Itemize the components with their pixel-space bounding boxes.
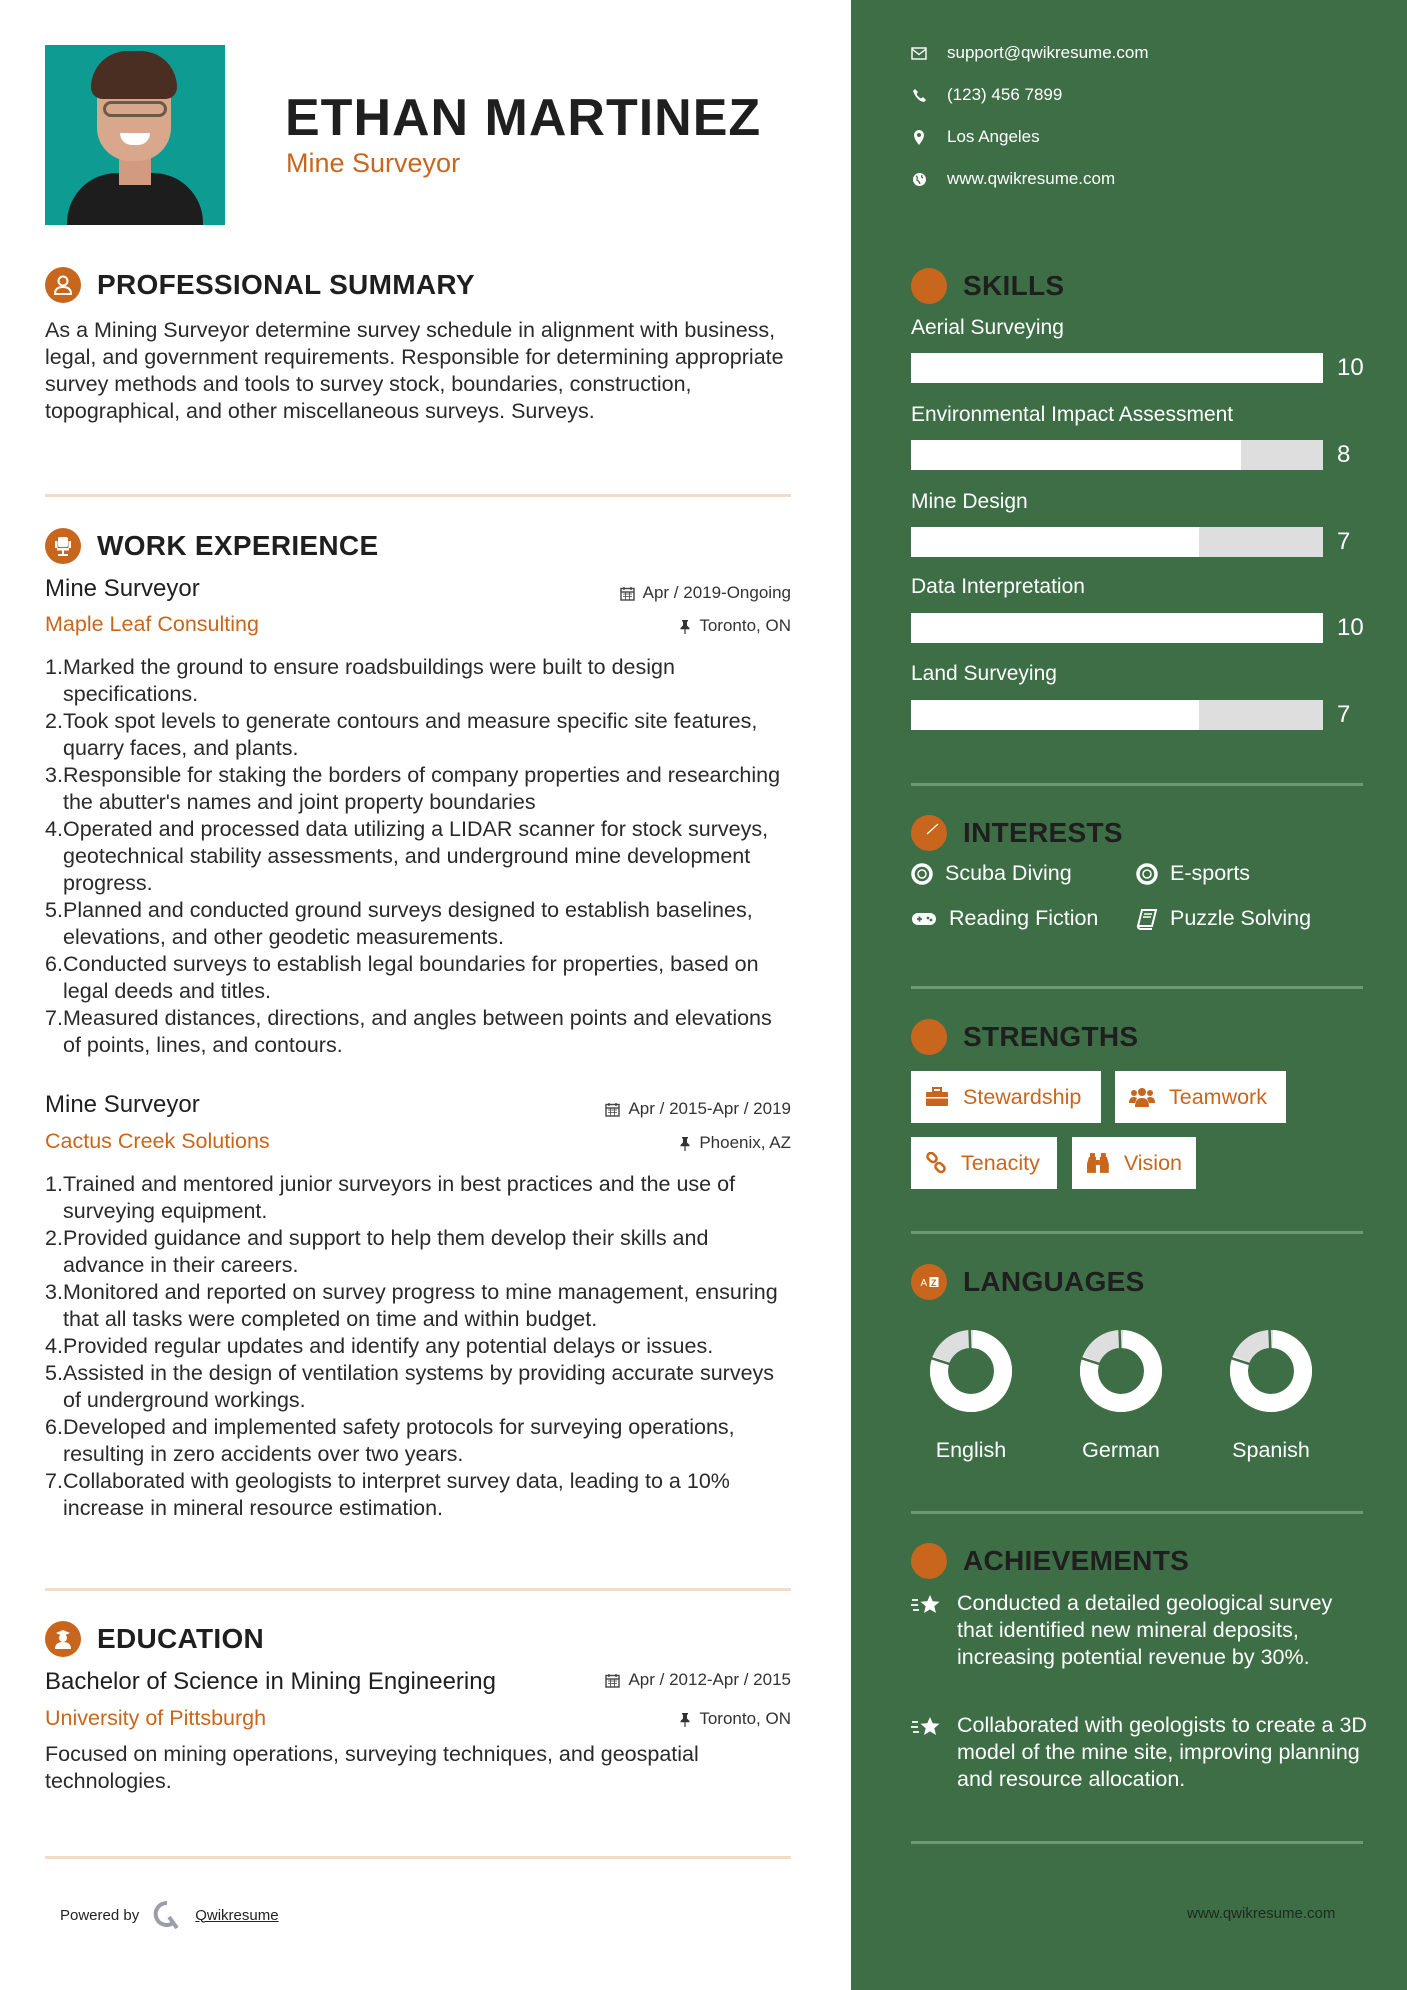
skill-value: 7	[1337, 528, 1351, 555]
section-divider	[911, 783, 1363, 786]
list-item: 4. Operated and processed data utilizing a LIDAR scanner for stock surveys, geotechnical stability assessments, and underground mine development progress.	[45, 817, 769, 895]
office-chair-icon	[45, 528, 81, 564]
shooting-star-icon	[911, 1712, 943, 1793]
section-divider	[911, 986, 1363, 989]
language-label: German	[1082, 1438, 1160, 1462]
language-proficiency-donut	[1229, 1329, 1313, 1413]
section-divider	[911, 1841, 1363, 1844]
job-location: Toronto, ON	[679, 616, 791, 636]
company-name: Maple Leaf Consulting	[45, 612, 259, 636]
shooting-star-icon	[911, 1543, 947, 1579]
calendar-icon	[620, 586, 635, 601]
language-proficiency-donut	[1079, 1329, 1163, 1413]
job-bullets	[45, 1171, 785, 1522]
job-bullets	[45, 654, 785, 1059]
skills-heading: SKILLS	[911, 268, 1064, 304]
profile-photo	[45, 45, 225, 225]
achievement-item: Collaborated with geologists to create a 3D model of the mine site, improving planning and resource allocation.	[911, 1712, 1371, 1793]
skill-name: Aerial Surveying	[911, 316, 1064, 339]
strength-badge: Tenacity	[911, 1137, 1057, 1189]
interest-item: Scuba Diving	[911, 861, 1072, 886]
life-ring-icon	[911, 863, 933, 885]
list-item: 6. Conducted surveys to establish legal boundaries for properties, based on legal deeds and titles.	[45, 952, 759, 1003]
users-icon	[1129, 1086, 1155, 1108]
skill-name: Land Surveying	[911, 662, 1057, 685]
pushpin-icon	[679, 1136, 691, 1151]
section-divider	[45, 1856, 791, 1859]
calendar-icon	[605, 1673, 620, 1688]
fist-icon	[911, 1019, 947, 1055]
link-icon	[925, 1152, 947, 1174]
list-item: 2. Provided guidance and support to help them develop their skills and advance in their careers.	[45, 1226, 709, 1277]
list-item: 6. Developed and implemented safety protocols for surveying operations, resulting in zero accidents over two years.	[45, 1415, 735, 1466]
summary-heading: PROFESSIONAL SUMMARY	[45, 267, 475, 303]
company-name: Cactus Creek Solutions	[45, 1129, 270, 1153]
contact-website[interactable]: www.qwikresume.com	[911, 169, 1115, 189]
section-divider	[911, 1511, 1363, 1514]
interests-heading: INTERESTS	[911, 815, 1123, 851]
education-heading: EDUCATION	[45, 1621, 264, 1657]
qwikresume-link[interactable]: Qwikresume	[195, 1906, 279, 1924]
svg-text:A: A	[920, 1278, 928, 1289]
briefcase-icon	[925, 1087, 949, 1107]
language-item	[1211, 1329, 1331, 1463]
school-name: University of Pittsburgh	[45, 1706, 267, 1730]
language-proficiency-donut	[929, 1329, 1013, 1413]
footer-website[interactable]: www.qwikresume.com	[1187, 1905, 1336, 1922]
strengths-heading: STRENGTHS	[911, 1019, 1138, 1055]
book-icon	[1136, 908, 1158, 930]
skill-value: 10	[1337, 354, 1364, 381]
strength-badge: Teamwork	[1115, 1071, 1286, 1123]
translate-icon	[911, 1264, 947, 1300]
powered-by: Powered by Qwikresume	[60, 1900, 279, 1930]
job-title: Mine Surveyor	[45, 575, 200, 602]
interest-item: E-sports	[1136, 861, 1250, 886]
language-item	[1061, 1329, 1181, 1463]
globe-icon	[911, 171, 927, 187]
paper-plane-icon	[911, 815, 947, 851]
experience-heading: WORK EXPERIENCE	[45, 528, 378, 564]
education-location: Toronto, ON	[679, 1709, 791, 1729]
language-item	[911, 1329, 1031, 1463]
list-item: 5. Planned and conducted ground surveys designed to establish baselines, elevations, and other geodetic measurements.	[45, 898, 753, 949]
degree: Bachelor of Science in Mining Engineering	[45, 1668, 496, 1695]
strength-badge: Stewardship	[911, 1071, 1101, 1123]
summary-text: As a Mining Surveyor determine survey schedule in alignment with business, legal, and government requirements. Responsible for determining appropriate survey methods and tools to survey stock, boundaries, construction, topographical, and other miscellaneous surveys. Surveys.	[45, 318, 784, 423]
education-dates: Apr / 2012-Apr / 2015	[605, 1670, 791, 1690]
section-divider	[911, 1231, 1363, 1234]
language-label: English	[935, 1438, 1007, 1462]
education-description: Focused on mining operations, surveying techniques, and geospatial technologies.	[45, 1742, 699, 1793]
contact-phone[interactable]: (123) 456 7899	[911, 85, 1062, 105]
skill-name: Data Interpretation	[911, 575, 1085, 598]
life-ring-icon	[1136, 863, 1158, 885]
job-title: Mine Surveyor	[45, 1091, 200, 1118]
shooting-star-icon	[911, 1590, 943, 1671]
job-location: Phoenix, AZ	[679, 1133, 791, 1153]
map-pin-icon	[911, 129, 927, 145]
job-dates: Apr / 2015-Apr / 2019	[605, 1099, 791, 1119]
achievements-heading: ACHIEVEMENTS	[911, 1543, 1189, 1579]
skill-value: 8	[1337, 441, 1351, 468]
skill-name: Mine Design	[911, 490, 1028, 513]
gamepad-icon	[911, 911, 937, 927]
interest-item: Puzzle Solving	[1136, 906, 1311, 931]
candidate-name: ETHAN MARTINEZ	[285, 89, 762, 147]
job-dates: Apr / 2019-Ongoing	[620, 583, 791, 603]
skill-bar	[911, 527, 1323, 557]
lightbulb-icon	[911, 268, 947, 304]
candidate-title: Mine Surveyor	[286, 148, 461, 178]
strength-badge: Vision	[1072, 1137, 1196, 1189]
section-divider	[45, 494, 791, 497]
language-label: Spanish	[1232, 1438, 1310, 1462]
list-item: 4. Provided regular updates and identify any potential delays or issues.	[45, 1334, 714, 1358]
svg-text:Z: Z	[931, 1278, 937, 1288]
user-icon	[45, 267, 81, 303]
skill-bar	[911, 613, 1323, 643]
skill-value: 7	[1337, 701, 1351, 728]
list-item: 2. Took spot levels to generate contours and measure specific site features, quarry faces, and plants.	[45, 709, 758, 760]
list-item: 1. Trained and mentored junior surveyors in best practices and the use of surveying equipment.	[45, 1172, 736, 1223]
list-item: 7. Measured distances, directions, and angles between points and elevations of points, lines, and contours.	[45, 1006, 772, 1057]
skill-name: Environmental Impact Assessment	[911, 403, 1234, 426]
pushpin-icon	[679, 1712, 691, 1727]
list-item: 5. Assisted in the design of ventilation systems by providing accurate surveys of underground workings.	[45, 1361, 775, 1412]
skill-bar	[911, 440, 1323, 470]
skill-bar	[911, 700, 1323, 730]
qwikresume-logo-icon	[153, 1900, 181, 1930]
skill-value: 10	[1337, 614, 1364, 641]
phone-icon	[911, 87, 927, 103]
list-item: 3. Responsible for staking the borders of company properties and researching the abutter's names and joint property boundaries	[45, 763, 781, 814]
list-item: 1. Marked the ground to ensure roadsbuildings were built to design specifications.	[45, 655, 675, 706]
achievement-item: Conducted a detailed geological survey that identified new mineral deposits, increasing potential revenue by 30%.	[911, 1590, 1371, 1671]
list-item: 3. Monitored and reported on survey progress to mine management, ensuring that all tasks were completed on time and within budget.	[45, 1280, 778, 1331]
binoculars-icon	[1086, 1152, 1110, 1174]
languages-heading: A Z LANGUAGES	[911, 1264, 1145, 1300]
contact-email[interactable]: support@qwikresume.com	[911, 43, 1149, 63]
pushpin-icon	[679, 619, 691, 634]
section-divider	[45, 1588, 791, 1591]
graduate-icon	[45, 1621, 81, 1657]
interest-item: Reading Fiction	[911, 906, 1098, 931]
envelope-icon	[911, 45, 927, 61]
calendar-icon	[605, 1102, 620, 1117]
contact-location: Los Angeles	[911, 127, 1040, 147]
list-item: 7. Collaborated with geologists to interpret survey data, leading to a 10% increase in mineral resource estimation.	[45, 1469, 730, 1520]
skill-bar	[911, 353, 1323, 383]
